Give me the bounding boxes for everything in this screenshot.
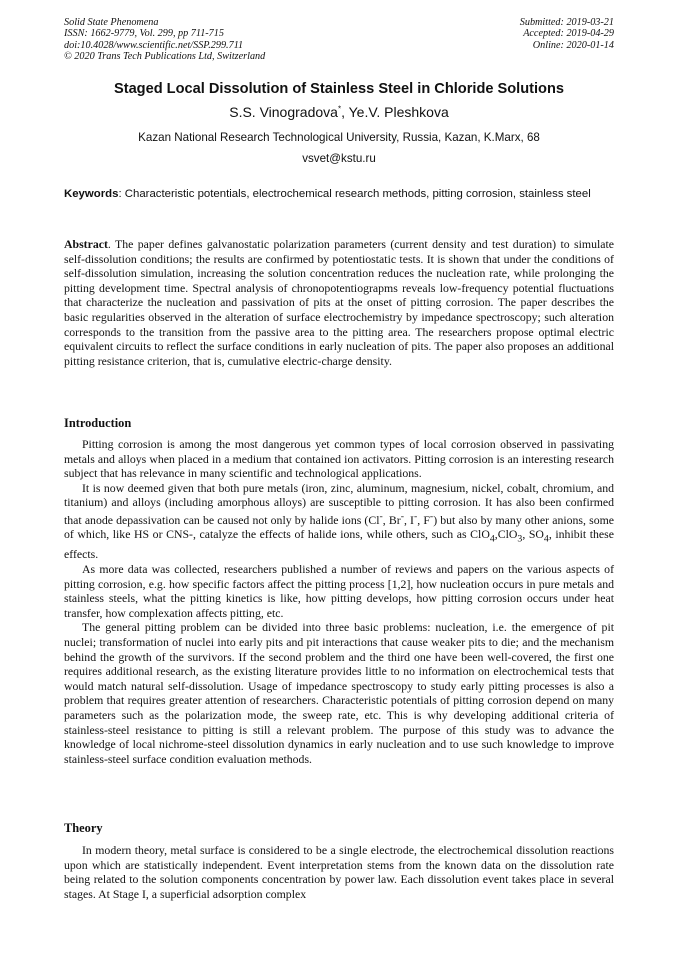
abstract: [64, 237, 614, 368]
paragraph: As more data was collected, researchers published a number of reviews and papers on the various aspects of pitting corrosion, e.g. how specific factors affect the pitting process [1,2], how nucleation occurs in pure metals and stainless steels, what the pitting kinetics is like, how pitting develops, how pitting corrosion occurs under heat transfer, how complexation affects pitting, etc.: [64, 562, 614, 620]
email: vsvet@kstu.ru: [302, 152, 376, 165]
affiliation: Kazan National Research Technological University, Russia, Kazan, K.Marx, 68: [138, 131, 540, 144]
keywords-text: : Characteristic potentials, electrochemical research methods, pitting corrosion, stainless steel: [118, 188, 591, 200]
submitted-date: Submitted: 2019-03-21: [519, 17, 614, 28]
keywords: [64, 187, 614, 201]
paragraph: Pitting corrosion is among the most dangerous yet common types of local corrosion observed in passivating metals and alloys when placed in a medium that contained ion activators. Pitting corrosion is an interesting research subject that has relevance in many scientific and technological applications.: [64, 437, 614, 481]
paragraph: It is now deemed given that both pure metals (iron, zinc, aluminum, magnesium, nickel, cobalt, chromium, and titanium) and alloys (including amorphous alloys) are susceptible to pitting corrosion. It has also been confirmed that anode depassivation can be caused not only by halide ions (Cl-, Br-, I-, F-) but also by many other anions, some of which, like HS or CNS-, catalyze the effects of halide ions, while others, such as ClO$_4$,ClO$_3$, $SO_4$, inhibit these effects.: [64, 480, 614, 562]
paper-title: Staged Local Dissolution of Stainless Steel in Chloride Solutions: [113, 81, 565, 97]
journal-name: Solid State Phenomena: [64, 17, 159, 28]
paragraph: The general pitting problem can be divided into three basic problems: nucleation, i.e. the emergence of pit nuclei; transformation of nuclei into early pits and pit interactions that cause weaker pits to die; and the mechanism behind the growth of the survivors. If the second problem and the third one have been well-covered, the first one requires additional research, as the existing literature provides little to no information on electrochemical tests that would match natural self-dissolution. Usage of impedance spectroscopy to study early pitting processes is also a problem that requires greater attention of researchers. Characteristic potentials of pitting corrosion depend on many parameters such as the polarization mode, the sweep rate, etc. This is why developing additional criteria of stainless-steel resistance to pitting is still a relevant problem. The purpose of this study was to advance the knowledge of local nichrome-steel dissolution dynamics in early nucleation and to use such knowledge to improve stainless-steel surface condition evaluation methods.: [64, 620, 614, 766]
journal-info: [64, 17, 265, 63]
corresponding-mark: *: [337, 104, 342, 114]
author-2: , Ye.V. Pleshkova: [341, 104, 449, 120]
abstract-text: . The paper defines galvanostatic polarization parameters (current density and test duration) to simulate self-dissolution conditions; the results are confirmed by potentiostatic tests. It is shown that under the conditions of self-dissolution simulation, increasing the solution concentration reduces the nucleation rate, while prolonging the pitting development time. Spectral analysis of chronopotentiograpms reveals low-frequency potential fluctuations that characterize the nucleation and passivation of pits at the onset of pitting corrosion. The paper describes the basic regularities observed in the alteration of surface electrochemistry by impedance spectroscopy; such alteration corresponds to the transition from the passive area to the pitting area. The researchers propose optimal electric equivalent circuits to reflect the surface conditions in early nucleation of pits. The paper also proposes an additional pitting resistance criterion, that is, cumulative electric-charge density.: [64, 237, 614, 368]
journal-issn: ISSN: 1662-9779, Vol. 299, pp 711-715: [64, 28, 224, 40]
author-1: S.S. Vinogradova: [229, 104, 338, 120]
keywords-label: Keywords: [64, 188, 119, 200]
introduction-heading: Introduction: [64, 416, 132, 430]
accepted-date: Accepted: 2019-04-29: [523, 28, 614, 40]
paragraph: In modern theory, metal surface is considered to be a single electrode, the electrochemical dissolution reactions upon which are statistically independent. Event interpretation stems from the known data on the dissolution rate being related to the solution components concentration by power law. Each dissolution event takes place in several stages. At Stage I, a superficial adsorption complex: [64, 843, 614, 901]
theory-heading: Theory: [64, 821, 103, 835]
introduction-section: [64, 437, 614, 766]
submission-dates: [520, 17, 614, 51]
online-date: Online: 2020-01-14: [532, 39, 614, 51]
authors: [0, 104, 678, 120]
journal-doi: doi:10.4028/www.scientific.net/SSP.299.711: [64, 39, 244, 51]
theory-section: [64, 843, 614, 901]
journal-copyright: © 2020 Trans Tech Publications Ltd, Switzerland: [64, 51, 266, 63]
abstract-label: Abstract: [64, 237, 108, 251]
